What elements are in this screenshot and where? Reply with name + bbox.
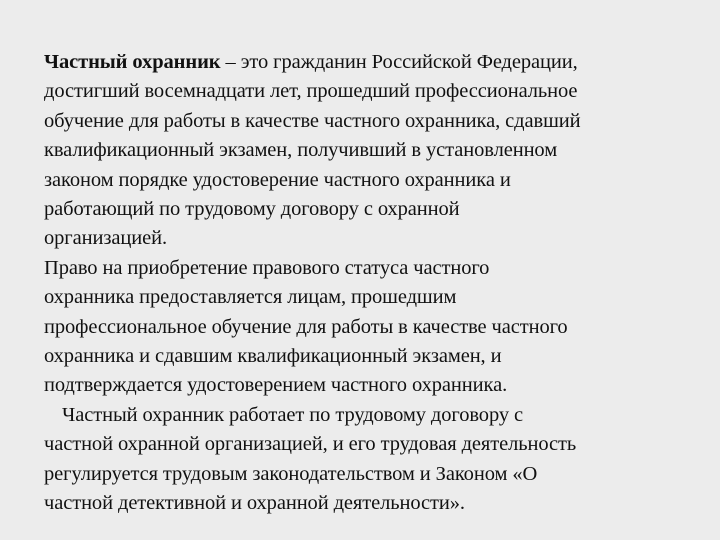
- text-block: [44, 48, 694, 519]
- text-line: законом порядке удостоверение частного охранника и: [44, 168, 511, 191]
- text-line: достигший восемнадцати лет, прошедший профессиональное: [44, 80, 578, 103]
- text-line: подтверждается удостоверением частного охранника.: [44, 374, 508, 397]
- text-line: частной охранной организацией, и его трудовая деятельность: [44, 433, 577, 456]
- text-line: [44, 401, 694, 430]
- text-line: регулируется трудовым законодательством и Законом «О: [44, 462, 538, 485]
- text-line: [44, 48, 694, 77]
- text-line: профессиональное обучение для работы в качестве частного: [44, 315, 568, 338]
- paragraph-employment: [44, 401, 694, 519]
- paragraph-legal-status: [44, 254, 694, 401]
- text-line: Право на приобретение правового статуса частного: [44, 256, 490, 279]
- text-line: частной детективной и охранной деятельности».: [44, 492, 465, 515]
- text-line: квалификационный экзамен, получивший в установленном: [44, 139, 558, 162]
- text-line: охранника предоставляется лицам, прошедшим: [44, 286, 457, 309]
- text-line: охранника и сдавшим квалификационный экзамен, и: [44, 345, 502, 368]
- line-text: – это гражданин Российской Федерации,: [220, 51, 578, 73]
- paragraph-definition: [44, 48, 694, 254]
- defined-term: Частный охранник: [44, 51, 221, 73]
- text-line: организацией.: [44, 227, 167, 250]
- text-line: работающий по трудовому договору с охранной: [44, 198, 460, 221]
- line-text: Частный охранник работает по трудовому договору с: [62, 403, 523, 426]
- text-line: обучение для работы в качестве частного охранника, сдавший: [44, 109, 581, 132]
